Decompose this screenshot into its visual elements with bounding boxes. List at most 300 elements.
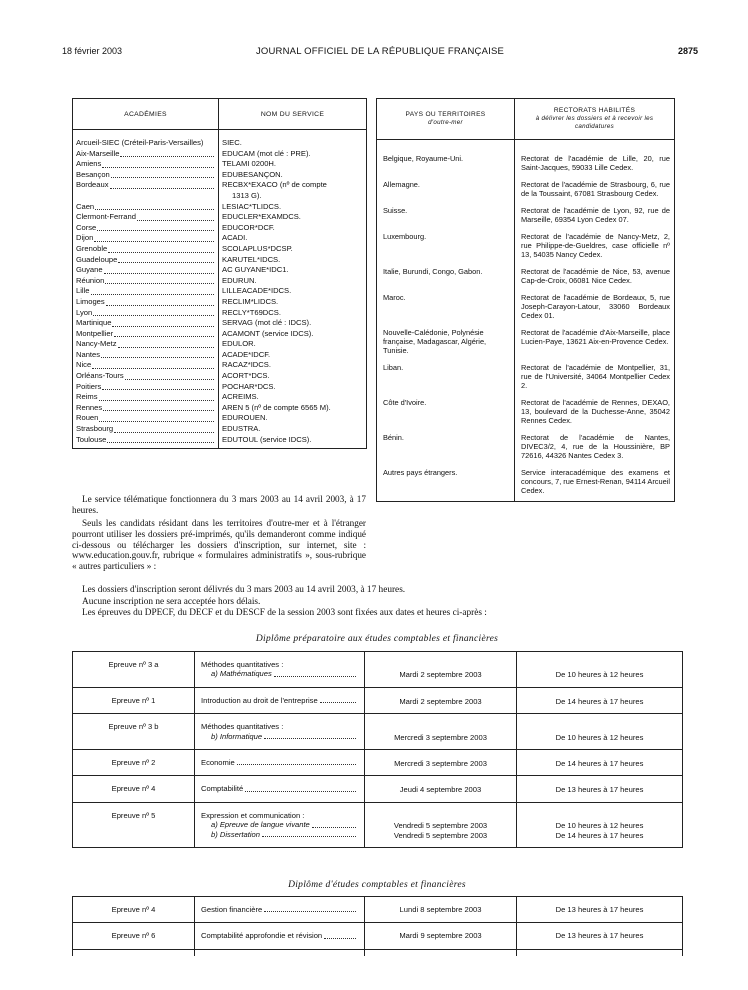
academie-name: Dijon bbox=[76, 233, 94, 243]
epreuve-cell: Epreuve nº 5 bbox=[73, 802, 195, 847]
leader-dots bbox=[111, 177, 214, 178]
academie-name: Clermont-Ferrand bbox=[76, 212, 136, 222]
col-header-rectorats: RECTORATS HABILITÉS à délivrer les dossiers et à recevoir les candidatures bbox=[515, 99, 675, 140]
session-text-2: Aucune inscription ne sera acceptée hors délais. bbox=[82, 596, 261, 607]
table-row bbox=[73, 297, 367, 308]
table-row bbox=[73, 202, 367, 213]
academie-name: Nantes bbox=[76, 349, 101, 359]
service-cell bbox=[219, 244, 367, 255]
matiere-cell bbox=[195, 802, 365, 847]
leader-dots bbox=[106, 305, 214, 306]
service-name: EDULOR. bbox=[222, 339, 256, 349]
leader-dots bbox=[112, 326, 214, 327]
table-row bbox=[73, 276, 367, 287]
matiere-cell bbox=[195, 714, 365, 750]
service-cell bbox=[219, 350, 367, 361]
table-row bbox=[73, 424, 367, 435]
service-name: EDUBESANÇON. bbox=[222, 169, 283, 179]
pays-cell: Luxembourg. bbox=[377, 227, 515, 262]
service-name: EDUCAM (mot clé : PRE). bbox=[222, 148, 311, 158]
academie-name: Limoges bbox=[76, 296, 105, 306]
academie-cell bbox=[73, 371, 219, 382]
session-text-1: Les dossiers d'inscription seront délivrés du 3 mars 2003 au 14 avril 2003, à 17 heures. bbox=[82, 585, 406, 595]
hours-cell bbox=[517, 714, 683, 750]
table-row bbox=[73, 318, 367, 329]
service-name: AREN 5 (nº de compte 6565 M). bbox=[222, 402, 331, 412]
service-name: EDUSTRA. bbox=[222, 424, 261, 434]
matiere-title: Expression et communication : bbox=[201, 810, 305, 820]
table-row bbox=[73, 687, 683, 713]
matiere-title: Méthodes quantitatives : bbox=[201, 722, 284, 732]
matiere-name: Economie bbox=[201, 758, 235, 768]
leader-dots bbox=[104, 273, 214, 274]
leader-dots bbox=[118, 262, 214, 263]
table-row bbox=[377, 428, 675, 463]
epreuve-cell: Epreuve nº 4 bbox=[73, 776, 195, 802]
academie-cell bbox=[73, 360, 219, 371]
table-row bbox=[73, 233, 367, 244]
rectorat-cell: Service interacadémique des examens et concours, 7, rue Ernest-Renan, 94114 Arcueil Cedex. bbox=[515, 463, 675, 502]
academies-table bbox=[72, 98, 367, 449]
table-row bbox=[377, 227, 675, 262]
academie-name: Reims bbox=[76, 392, 98, 402]
table-row bbox=[73, 802, 683, 847]
academie-cell bbox=[73, 424, 219, 435]
table-row bbox=[73, 130, 367, 149]
epreuve-date: Mercredi 3 septembre 2003 bbox=[394, 759, 487, 769]
leader-dots bbox=[264, 738, 356, 739]
table-row bbox=[73, 191, 367, 202]
leader-dots bbox=[320, 702, 356, 703]
academie-name: Guyane bbox=[76, 265, 103, 275]
table-row bbox=[73, 149, 367, 160]
service-cell bbox=[219, 180, 367, 191]
service-cell bbox=[219, 212, 367, 223]
academie-name: Caen bbox=[76, 201, 95, 211]
academie-cell bbox=[73, 170, 219, 181]
service-cell bbox=[219, 276, 367, 287]
service-cell bbox=[219, 435, 367, 449]
epreuve-hours: De 10 heures à 12 heures bbox=[555, 670, 644, 680]
table-row bbox=[73, 244, 367, 255]
matiere-name: Introduction au droit de l'entreprise bbox=[201, 695, 318, 705]
academie-cell bbox=[73, 308, 219, 319]
academie-cell bbox=[73, 255, 219, 266]
rectorat-cell: Rectorat de l'académie de Montpellier, 31, rue de l'Université, 34064 Montpellier Cedex 2. bbox=[515, 358, 675, 393]
academie-name: Strasbourg bbox=[76, 424, 114, 434]
matiere-cell bbox=[195, 923, 365, 949]
matiere-name: Gestion financière bbox=[201, 905, 263, 914]
table-row bbox=[73, 265, 367, 276]
service-cell bbox=[219, 329, 367, 340]
leader-dots bbox=[99, 400, 214, 401]
hours-cell bbox=[517, 687, 683, 713]
rectorat-cell: Rectorat de l'académie de Rennes, DEXAO, 13, boulevard de la Duchesse-Anne, 35042 Rennes Cedex. bbox=[515, 393, 675, 428]
table-row bbox=[377, 140, 675, 176]
epreuve-cell: Epreuve nº 3 b bbox=[73, 714, 195, 750]
table-row bbox=[73, 286, 367, 297]
service-cell bbox=[219, 308, 367, 319]
academie-cell bbox=[73, 435, 219, 449]
dpecf-caption: Diplôme préparatoire aux études comptables et financières bbox=[255, 634, 499, 644]
service-name: RACAZ*IDCS. bbox=[222, 360, 271, 370]
academie-name: Arcueil-SIEC (Créteil-Paris-Versailles) bbox=[76, 138, 204, 147]
rectorat-cell: Rectorat de l'académie de Lyon, 92, rue de Marseille, 69354 Lyon Cedex 07. bbox=[515, 201, 675, 227]
hours-cell bbox=[517, 897, 683, 923]
academie-cell bbox=[73, 392, 219, 403]
service-cell bbox=[219, 265, 367, 276]
session-text-3: Les épreuves du DPECF, du DECF et du DESCF de la session 2003 sont fixées aux dates et heures ci-après : bbox=[82, 608, 487, 618]
table-row bbox=[73, 714, 683, 750]
service-cell bbox=[219, 360, 367, 371]
service-cell bbox=[219, 339, 367, 350]
leader-dots bbox=[110, 188, 214, 189]
leader-dots bbox=[120, 156, 214, 157]
service-cell bbox=[219, 223, 367, 234]
service-name: RECBX*EXACO (nº de compte bbox=[222, 180, 327, 190]
epreuve-date: Vendredi 5 septembre 2003 bbox=[393, 830, 488, 840]
matiere-cell bbox=[195, 776, 365, 802]
epreuve-cell: Epreuve nº 3 a bbox=[73, 652, 195, 688]
table-row bbox=[377, 463, 675, 502]
academie-cell bbox=[73, 180, 219, 191]
pays-cell: Nouvelle-Calédonie, Polynésie française, Madagascar, Algérie, Tunisie. bbox=[377, 323, 515, 358]
service-name: SIEC. bbox=[222, 138, 242, 147]
table-row bbox=[73, 350, 367, 361]
service-name: ACAMONT (service IDCS). bbox=[222, 328, 314, 338]
leader-dots bbox=[245, 791, 356, 792]
leader-dots bbox=[237, 764, 356, 765]
academie-name: Lille bbox=[76, 286, 90, 296]
matiere-cell bbox=[195, 652, 365, 688]
academie-name: Bordeaux bbox=[76, 180, 109, 190]
service-cell bbox=[219, 130, 367, 149]
matiere-sub: b) Informatique bbox=[211, 731, 263, 741]
date-cell bbox=[365, 714, 517, 750]
decf-table bbox=[72, 896, 683, 956]
academie-name: Corse bbox=[76, 222, 97, 232]
leader-dots bbox=[95, 209, 214, 210]
table-row-continued bbox=[73, 949, 683, 956]
matiere-title: Méthodes quantitatives : bbox=[201, 660, 284, 669]
date-cell bbox=[365, 687, 517, 713]
academie-name: Guadeloupe bbox=[76, 254, 118, 264]
pays-cell: Côte d'Ivoire. bbox=[377, 393, 515, 428]
academie-cell bbox=[73, 403, 219, 414]
academie-name: Orléans-Tours bbox=[76, 371, 124, 381]
table-row bbox=[73, 435, 367, 449]
table-row bbox=[73, 255, 367, 266]
academie-name: Toulouse bbox=[76, 434, 107, 444]
epreuve-hours: De 10 heures à 12 heures bbox=[555, 732, 644, 742]
session-text bbox=[72, 585, 682, 620]
service-name-cont: 1313 G). bbox=[232, 190, 262, 200]
pays-table bbox=[376, 98, 675, 502]
table-row bbox=[73, 180, 367, 191]
academie-name: Rouen bbox=[76, 413, 99, 423]
leader-dots bbox=[99, 421, 214, 422]
table-row bbox=[73, 652, 683, 688]
service-name: LESIAC*TLIDCS. bbox=[222, 201, 282, 211]
service-name: EDUCLER*EXAMDCS. bbox=[222, 212, 301, 222]
leader-dots bbox=[102, 389, 214, 390]
leader-dots bbox=[94, 241, 214, 242]
left-paragraph-2: Seuls les candidats résidant dans les territoires d'outre-mer et à l'étranger pourront utiliser les dossiers pré-imprimés, qu'ils demanderont comme indiqué ci-dessous ou télécharger les dossiers d'inscription, sur internet, site : www.education.gouv.fr, rubrique « formulaires administratifs », sous-rubrique « autres particuliers » : bbox=[72, 518, 366, 572]
leader-dots bbox=[262, 836, 356, 837]
leader-dots bbox=[103, 410, 214, 411]
table-row bbox=[73, 339, 367, 350]
header-date: 18 février 2003 bbox=[62, 46, 123, 56]
service-name: TELAMI 0200H. bbox=[222, 159, 277, 169]
date-cell bbox=[365, 923, 517, 949]
service-name: ACADE*IDCF. bbox=[222, 349, 271, 359]
academie-cell bbox=[73, 159, 219, 170]
service-name: KARUTEL*IDCS. bbox=[222, 254, 281, 264]
service-name: EDURUN. bbox=[222, 275, 257, 285]
leader-dots bbox=[107, 442, 214, 443]
leader-dots bbox=[93, 315, 214, 316]
rectorat-cell: Rectorat de l'académie de Strasbourg, 6, rue de la Toussaint, 67081 Strasbourg Cedex. bbox=[515, 175, 675, 201]
service-name: POCHAR*DCS. bbox=[222, 381, 276, 391]
leader-dots bbox=[324, 938, 356, 939]
epreuve-hours: De 10 heures à 12 heures bbox=[555, 821, 644, 831]
epreuve-date: Lundi 8 septembre 2003 bbox=[399, 905, 482, 914]
table-row bbox=[73, 212, 367, 223]
table-row bbox=[377, 288, 675, 323]
service-cell bbox=[219, 149, 367, 160]
academie-cell bbox=[73, 339, 219, 350]
academie-name: Martinique bbox=[76, 318, 112, 328]
table-row bbox=[73, 371, 367, 382]
empty-cell bbox=[73, 949, 195, 956]
service-name: EDUTOUL (service IDCS). bbox=[222, 434, 312, 444]
epreuve-hours: De 14 heures à 17 heures bbox=[555, 696, 644, 706]
dpecf-table bbox=[72, 651, 683, 848]
service-name: EDUCOR*DCF. bbox=[222, 222, 275, 232]
service-cell bbox=[219, 392, 367, 403]
epreuve-hours: De 13 heures à 17 heures bbox=[555, 931, 644, 941]
date-cell bbox=[365, 652, 517, 688]
date-cell bbox=[365, 802, 517, 847]
service-cell bbox=[219, 170, 367, 181]
pays-cell: Autres pays étrangers. bbox=[377, 463, 515, 502]
rectorat-cell: Rectorat de l'académie de Nice, 53, avenue Cap-de-Croix, 06081 Nice Cedex. bbox=[515, 262, 675, 288]
leader-dots bbox=[274, 676, 356, 677]
hours-cell bbox=[517, 652, 683, 688]
leader-dots bbox=[91, 294, 214, 295]
hours-cell bbox=[517, 750, 683, 776]
academie-name: Nice bbox=[76, 360, 92, 370]
academie-cell bbox=[73, 350, 219, 361]
service-cell bbox=[219, 233, 367, 244]
hours-cell bbox=[517, 802, 683, 847]
table-row bbox=[377, 262, 675, 288]
rectorat-cell: Rectorat de l'académie de Lille, 20, rue Saint-Jacques, 59033 Lille Cedex. bbox=[515, 140, 675, 176]
leader-dots bbox=[97, 230, 214, 231]
table-row bbox=[73, 159, 367, 170]
table-row bbox=[73, 329, 367, 340]
col-header-pays: PAYS OU TERRITOIRES d'outre-mer bbox=[377, 99, 515, 140]
academie-cell bbox=[73, 318, 219, 329]
table-row bbox=[73, 897, 683, 923]
pays-cell: Italie, Burundi, Congo, Gabon. bbox=[377, 262, 515, 288]
pays-cell: Maroc. bbox=[377, 288, 515, 323]
rectorat-cell: Rectorat de l'académie d'Aix-Marseille, place Lucien-Paye, 13621 Aix-en-Provence Cedex. bbox=[515, 323, 675, 358]
academie-cell bbox=[73, 202, 219, 213]
matiere-sub: a) Epreuve de langue vivante bbox=[211, 820, 310, 830]
academie-cell bbox=[73, 233, 219, 244]
service-cell bbox=[219, 424, 367, 435]
service-cell bbox=[219, 191, 367, 202]
epreuve-date: Vendredi 5 septembre 2003 bbox=[393, 821, 488, 831]
matiere-cell bbox=[195, 897, 365, 923]
table-row bbox=[73, 170, 367, 181]
rectorat-cell: Rectorat de l'académie de Bordeaux, 5, rue Joseph-Carayon-Latour, 33060 Bordeaux Cedex 01. bbox=[515, 288, 675, 323]
table-row bbox=[73, 413, 367, 424]
empty-cell bbox=[73, 191, 219, 202]
academie-name: Grenoble bbox=[76, 243, 108, 253]
academie-cell bbox=[73, 244, 219, 255]
leader-dots bbox=[92, 368, 214, 369]
matiere-sub: b) Dissertation bbox=[211, 829, 260, 839]
date-cell bbox=[365, 750, 517, 776]
service-name: SERVAG (mot clé : IDCS). bbox=[222, 318, 312, 328]
leader-dots bbox=[137, 220, 214, 221]
table-row bbox=[73, 223, 367, 234]
academie-name: Besançon bbox=[76, 169, 110, 179]
leader-dots bbox=[114, 432, 214, 433]
service-name: SCOLAPLUS*DCSP. bbox=[222, 243, 293, 253]
service-cell bbox=[219, 297, 367, 308]
academie-name: Réunion bbox=[76, 275, 105, 285]
academie-cell bbox=[73, 286, 219, 297]
service-name: RECLY*T69DCS. bbox=[222, 307, 281, 317]
leader-dots bbox=[264, 911, 356, 912]
table-row bbox=[73, 923, 683, 949]
academie-name: Aix-Marseille bbox=[76, 148, 120, 158]
hours-cell bbox=[517, 776, 683, 802]
service-name: ACORT*DCS. bbox=[222, 371, 270, 381]
service-cell bbox=[219, 286, 367, 297]
page-header bbox=[62, 46, 698, 60]
journal-title: JOURNAL OFFICIEL DE LA RÉPUBLIQUE FRANÇAISE bbox=[255, 46, 505, 57]
leader-dots bbox=[108, 252, 214, 253]
table-row bbox=[377, 323, 675, 358]
date-cell bbox=[365, 897, 517, 923]
matiere-name: Comptabilité bbox=[201, 784, 244, 794]
matiere-name: Comptabilité approfondie et révision bbox=[201, 931, 323, 941]
col-header-service: NOM DU SERVICE bbox=[219, 99, 367, 130]
epreuve-date: Mardi 2 septembre 2003 bbox=[399, 696, 482, 706]
service-cell bbox=[219, 382, 367, 393]
matiere-cell bbox=[195, 687, 365, 713]
date-cell bbox=[365, 776, 517, 802]
table-row bbox=[73, 750, 683, 776]
table-row bbox=[377, 201, 675, 227]
academie-name: Poitiers bbox=[76, 381, 102, 391]
epreuve-cell: Epreuve nº 2 bbox=[73, 750, 195, 776]
table-row bbox=[73, 392, 367, 403]
pays-cell: Liban. bbox=[377, 358, 515, 393]
leader-dots bbox=[105, 283, 214, 284]
leader-dots bbox=[125, 379, 214, 380]
pays-cell: Suisse. bbox=[377, 201, 515, 227]
leader-dots bbox=[312, 827, 356, 828]
service-name: AC GUYANE*IDC1. bbox=[222, 265, 289, 275]
epreuve-date: Jeudi 4 septembre 2003 bbox=[399, 785, 482, 795]
pays-cell: Allemagne. bbox=[377, 175, 515, 201]
academie-name: Nancy-Metz bbox=[76, 339, 117, 349]
academie-cell bbox=[73, 212, 219, 223]
academie-name: Montpellier bbox=[76, 328, 114, 338]
service-cell bbox=[219, 371, 367, 382]
service-name: EDUROUEN. bbox=[222, 413, 268, 423]
page-number: 2875 bbox=[677, 46, 698, 56]
leader-dots bbox=[114, 336, 214, 337]
epreuve-hours: De 13 heures à 17 heures bbox=[555, 785, 644, 795]
service-cell bbox=[219, 403, 367, 414]
pays-cell: Belgique, Royaume-Uni. bbox=[377, 140, 515, 176]
table-row bbox=[73, 308, 367, 319]
epreuve-hours: De 14 heures à 17 heures bbox=[555, 830, 644, 840]
epreuve-cell: Epreuve nº 1 bbox=[73, 687, 195, 713]
service-name: RECLIM*LIDCS. bbox=[222, 296, 279, 306]
academie-cell bbox=[73, 297, 219, 308]
leader-dots bbox=[118, 347, 214, 348]
epreuve-hours: De 14 heures à 17 heures bbox=[555, 759, 644, 769]
empty-cell bbox=[365, 949, 517, 956]
academie-name: Lyon bbox=[76, 307, 93, 317]
table-row bbox=[73, 776, 683, 802]
academie-cell bbox=[73, 329, 219, 340]
left-paragraph-1: Le service télématique fonctionnera du 3 mars 2003 au 14 avril 2003, à 17 heures. bbox=[72, 494, 366, 515]
service-cell bbox=[219, 413, 367, 424]
academie-name: Amiens bbox=[76, 159, 102, 169]
col-header-academies: ACADÉMIES bbox=[73, 99, 219, 130]
academie-cell bbox=[73, 276, 219, 287]
hours-cell bbox=[517, 923, 683, 949]
decf-caption: Diplôme d'études comptables et financières bbox=[288, 880, 466, 890]
service-cell bbox=[219, 318, 367, 329]
rectorat-cell: Rectorat de l'académie de Nantes, DIVEC3/2, 4, rue de la Houssinière, BP 72616, 44326 Nantes Cedex 3. bbox=[515, 428, 675, 463]
epreuve-hours: De 13 heures à 17 heures bbox=[555, 905, 644, 914]
leader-dots bbox=[101, 357, 214, 358]
pays-cell: Bénin. bbox=[377, 428, 515, 463]
service-name: ACADI. bbox=[222, 233, 248, 243]
service-cell bbox=[219, 159, 367, 170]
service-name: ACREIMS. bbox=[222, 392, 259, 402]
rectorat-cell: Rectorat de l'académie de Nancy-Metz, 2, rue Philippe-de-Gueldres, case officielle nº 13, 54035 Nancy Cedex. bbox=[515, 227, 675, 262]
service-cell bbox=[219, 202, 367, 213]
table-row bbox=[73, 360, 367, 371]
table-row bbox=[377, 358, 675, 393]
academie-cell bbox=[73, 223, 219, 234]
academie-cell bbox=[73, 265, 219, 276]
academie-cell bbox=[73, 149, 219, 160]
service-name: LILLEACADE*IDCS. bbox=[222, 286, 292, 296]
epreuve-date: Mercredi 3 septembre 2003 bbox=[394, 732, 487, 742]
matiere-cell bbox=[195, 750, 365, 776]
empty-cell bbox=[195, 949, 365, 956]
empty-cell bbox=[517, 949, 683, 956]
academie-cell bbox=[73, 130, 219, 149]
epreuve-cell: Epreuve nº 6 bbox=[73, 923, 195, 949]
table-row bbox=[377, 393, 675, 428]
matiere-sub: a) Mathématiques bbox=[211, 669, 272, 679]
table-row bbox=[73, 382, 367, 393]
academie-cell bbox=[73, 382, 219, 393]
table-row bbox=[377, 175, 675, 201]
